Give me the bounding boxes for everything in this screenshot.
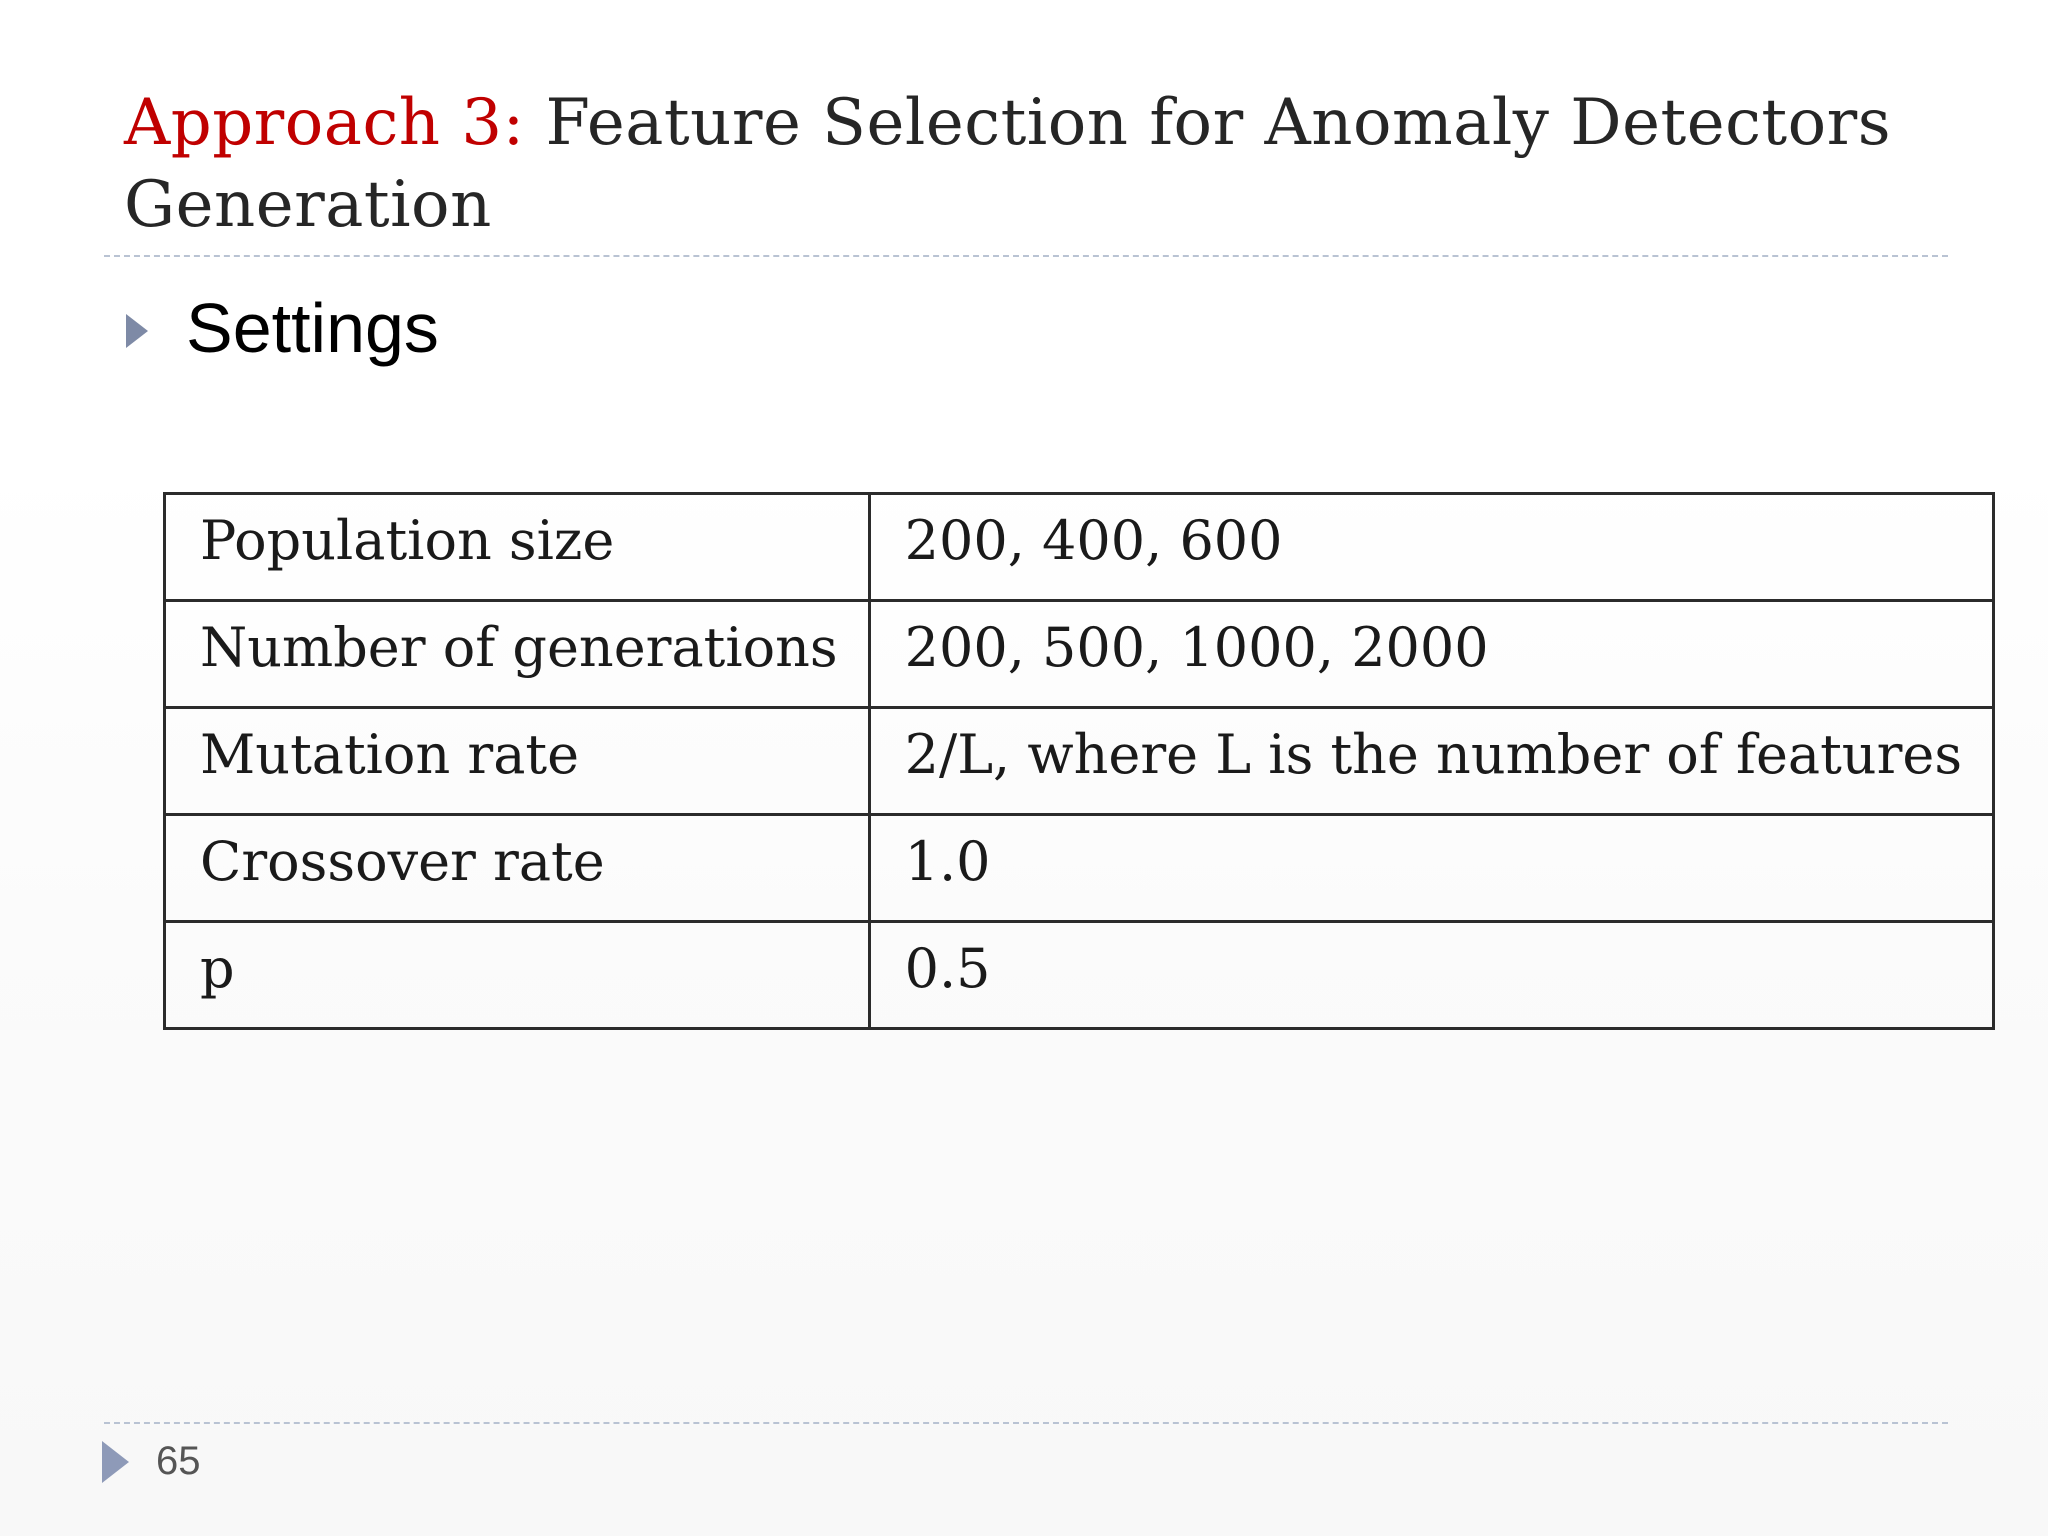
table-row	[165, 708, 1994, 815]
bullet-text: Settings	[186, 289, 439, 367]
param-label: Number of generations	[200, 616, 838, 679]
param-cell	[165, 815, 870, 922]
table-row	[165, 601, 1994, 708]
table-row	[165, 815, 1994, 922]
param-cell	[165, 494, 870, 601]
title-text: Feature Selection for Anomaly Detectors Generation	[124, 86, 1892, 242]
param-label: Crossover rate	[200, 830, 605, 893]
table-row	[165, 494, 1994, 601]
param-cell	[165, 708, 870, 815]
page-number: 65	[156, 1439, 201, 1483]
param-cell	[165, 922, 870, 1029]
title-divider	[104, 255, 1948, 257]
triangle-right-icon	[126, 314, 148, 348]
value-cell	[869, 601, 1993, 708]
param-value: 1.0	[904, 830, 991, 893]
param-value: 200, 400, 600	[904, 509, 1283, 572]
slide-title	[124, 82, 1954, 246]
param-value: 0.5	[904, 937, 991, 1000]
settings-table-container	[163, 492, 1995, 1030]
bullet-item	[126, 288, 439, 368]
param-value: 200, 500, 1000, 2000	[904, 616, 1489, 679]
title-accent: Approach 3:	[124, 86, 525, 160]
param-label: p	[200, 937, 235, 1000]
param-cell	[165, 601, 870, 708]
param-label: Population size	[200, 509, 615, 572]
settings-table	[163, 492, 1995, 1030]
value-cell	[869, 708, 1993, 815]
value-cell	[869, 922, 1993, 1029]
param-label: Mutation rate	[200, 723, 580, 786]
triangle-right-icon	[102, 1441, 129, 1483]
table-row	[165, 922, 1994, 1029]
value-cell	[869, 494, 1993, 601]
param-value: 2/L, where L is the number of features	[904, 723, 1963, 786]
footer-divider	[104, 1422, 1948, 1424]
value-cell	[869, 815, 1993, 922]
